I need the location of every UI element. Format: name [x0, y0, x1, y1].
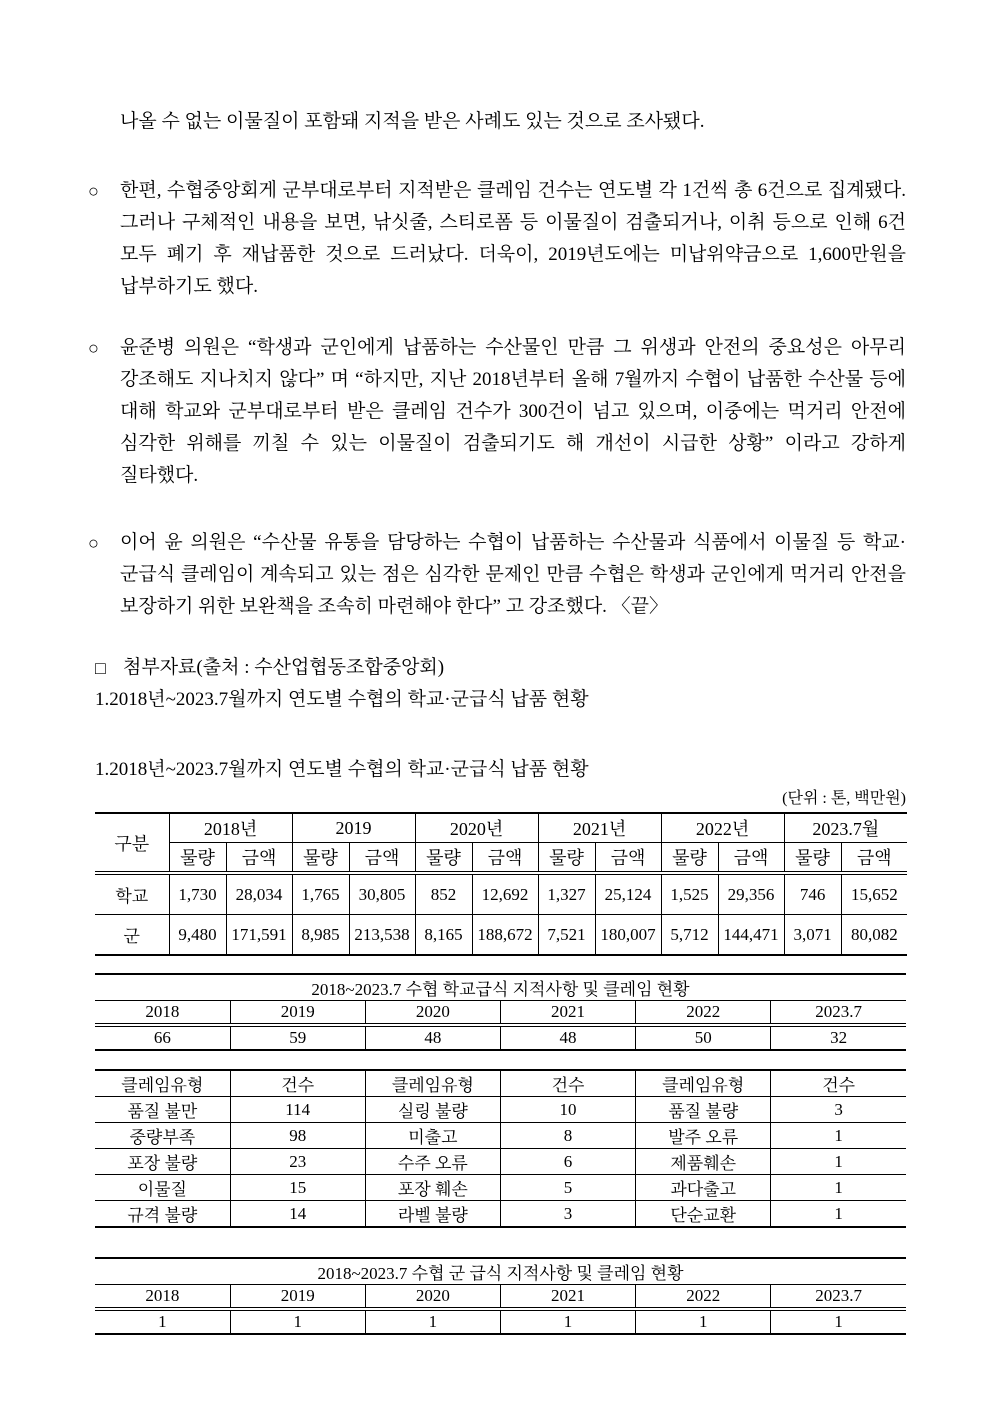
value-cell: 5,712	[661, 915, 718, 956]
body-paragraph	[88, 332, 906, 492]
table-row	[95, 1001, 906, 1026]
sub-header-cell: 물량	[784, 843, 841, 874]
table-row	[95, 1175, 906, 1201]
sub-header-cell: 물량	[538, 843, 595, 874]
table-title-row	[95, 974, 906, 1001]
year-header-cell: 2019	[230, 1001, 365, 1026]
claim-type-cell: 라벨 불량	[365, 1201, 500, 1228]
value-cell: 15,652	[841, 873, 907, 915]
paragraph-text: 한편, 수협중앙회게 군부대로부터 지적받은 클레임 건수는 연도별 각 1건씩 총 6건으로 집계됐다. 그러나 구체적인 내용을 보면, 낚싯줄, 스티로폼 등 이물질이 검출되거나, 이취 등으로 인해 6건 모두 폐기 후 재납품한 것으로 드러났다. 더욱이, 2019년도에는 미납위약금으로 1,600만원을 납부하기도 했다.	[120, 180, 906, 297]
sub-header-cell: 금액	[595, 843, 661, 874]
column-header: 클레임유형	[95, 1070, 230, 1097]
value-cell: 7,521	[538, 915, 595, 956]
value-cell: 213,538	[349, 915, 415, 956]
value-cell: 48	[365, 1025, 500, 1050]
value-cell: 1	[771, 1309, 906, 1334]
column-header: 건수	[230, 1070, 365, 1097]
count-cell: 1	[771, 1175, 906, 1201]
row-label-cell: 학교	[95, 873, 169, 915]
count-cell: 6	[500, 1149, 635, 1175]
table-row	[95, 1309, 906, 1334]
claim-type-cell: 실링 불량	[365, 1097, 500, 1123]
year-header-cell: 2022	[636, 1001, 771, 1026]
value-cell: 29,356	[718, 873, 784, 915]
school-claims-table	[95, 973, 906, 1051]
paragraph-text: 나올 수 없는 이물질이 포함돼 지적을 받은 사례도 있는 것으로 조사됐다.	[120, 111, 705, 132]
count-cell: 114	[230, 1097, 365, 1123]
year-header-cell: 2018	[95, 1001, 230, 1026]
count-cell: 10	[500, 1097, 635, 1123]
claim-type-cell: 제품훼손	[636, 1149, 771, 1175]
value-cell: 32	[771, 1025, 906, 1050]
sub-header-cell: 금액	[841, 843, 907, 874]
year-header-cell: 2018	[95, 1285, 230, 1310]
sub-header-cell: 물량	[292, 843, 349, 874]
value-cell: 1,730	[169, 873, 226, 915]
count-cell: 1	[771, 1201, 906, 1228]
year-header-cell: 2022	[636, 1285, 771, 1310]
corner-header-cell: 구분	[95, 813, 169, 873]
value-cell: 50	[636, 1025, 771, 1050]
year-header-cell: 2021년	[538, 813, 661, 843]
unit-note: (단위 : 톤, 백만원)	[782, 790, 906, 807]
attachment-line	[95, 652, 906, 684]
count-cell: 1	[771, 1149, 906, 1175]
count-cell: 1	[771, 1123, 906, 1149]
military-claims-table	[95, 1257, 906, 1335]
value-cell: 188,672	[472, 915, 538, 956]
value-cell: 1	[95, 1309, 230, 1334]
table-row	[95, 1201, 906, 1228]
sub-header-cell: 물량	[661, 843, 718, 874]
year-header-cell: 2023.7	[771, 1285, 906, 1310]
value-cell: 3,071	[784, 915, 841, 956]
claim-type-cell: 이물질	[95, 1175, 230, 1201]
claim-type-cell: 단순교환	[636, 1201, 771, 1228]
attachment-text: 첨부자료(출처 : 수산업협동조합중앙회)	[123, 657, 445, 678]
value-cell: 80,082	[841, 915, 907, 956]
value-cell: 1	[636, 1309, 771, 1334]
sub-header-cell: 금액	[226, 843, 292, 874]
table-row	[95, 1123, 906, 1149]
year-header-cell: 2019	[292, 813, 415, 843]
table-header-row	[95, 1070, 906, 1097]
value-cell: 1,525	[661, 873, 718, 915]
circle-bullet-icon: ○	[88, 533, 99, 553]
table-section-title: 1.2018년~2023.7월까지 연도별 수협의 학교·군급식 납품 현황	[95, 759, 589, 780]
year-header-cell: 2023.7월	[784, 813, 907, 843]
sub-header-cell: 물량	[415, 843, 472, 874]
count-cell: 3	[771, 1097, 906, 1123]
value-cell: 852	[415, 873, 472, 915]
count-cell: 15	[230, 1175, 365, 1201]
value-cell: 25,124	[595, 873, 661, 915]
claim-type-cell: 규격 불량	[95, 1201, 230, 1228]
count-cell: 3	[500, 1201, 635, 1228]
count-cell: 14	[230, 1201, 365, 1228]
circle-bullet-icon: ○	[88, 181, 99, 201]
claim-type-cell: 미출고	[365, 1123, 500, 1149]
column-header: 클레임유형	[636, 1070, 771, 1097]
paragraph-text: 윤준병 의원은 “학생과 군인에게 납품하는 수산물인 만큼 그 위생과 안전의 중요성은 아무리 강조해도 지나치지 않다” 며 “하지만, 지난 2018년부터 올해 7월까지 수협이 납품한 수산물 등에 대해 학교와 군부대로부터 받은 클레임 건수가 300건이 넘고 있으며, 이중에는 먹거리 안전에 심각한 위해를 끼칠 수 있는 이물질이 검출되기도 해 개선이 시급한 상황” 이라고 강하게 질타했다.	[120, 337, 906, 486]
table-row	[95, 1149, 906, 1175]
value-cell: 171,591	[226, 915, 292, 956]
value-cell: 1,765	[292, 873, 349, 915]
value-cell: 8,165	[415, 915, 472, 956]
year-header-cell: 2020	[365, 1001, 500, 1026]
column-header: 건수	[771, 1070, 906, 1097]
count-cell: 98	[230, 1123, 365, 1149]
body-paragraph	[95, 106, 906, 138]
year-header-cell: 2020	[365, 1285, 500, 1310]
claim-type-cell: 중량부족	[95, 1123, 230, 1149]
value-cell: 746	[784, 873, 841, 915]
claim-type-cell: 과다출고	[636, 1175, 771, 1201]
value-cell: 9,480	[169, 915, 226, 956]
claim-type-cell: 포장 불량	[95, 1149, 230, 1175]
value-cell: 180,007	[595, 915, 661, 956]
table-title: 2018~2023.7 수협 군 급식 지적사항 및 클레임 현황	[95, 1258, 906, 1285]
body-paragraph	[88, 527, 906, 623]
count-cell: 8	[500, 1123, 635, 1149]
year-header-cell: 2021	[500, 1285, 635, 1310]
circle-bullet-icon: ○	[88, 338, 99, 358]
count-cell: 5	[500, 1175, 635, 1201]
table-row	[95, 1097, 906, 1123]
value-cell: 28,034	[226, 873, 292, 915]
value-cell: 30,805	[349, 873, 415, 915]
supply-table	[95, 812, 907, 956]
column-header: 클레임유형	[365, 1070, 500, 1097]
value-cell: 144,471	[718, 915, 784, 956]
sub-header-cell: 금액	[472, 843, 538, 874]
value-cell: 12,692	[472, 873, 538, 915]
year-header-cell: 2018년	[169, 813, 292, 843]
sub-header-cell: 물량	[169, 843, 226, 874]
claim-type-cell: 수주 오류	[365, 1149, 500, 1175]
count-cell: 23	[230, 1149, 365, 1175]
table-title-row	[95, 1258, 906, 1285]
value-cell: 1	[230, 1309, 365, 1334]
year-header-cell: 2019	[230, 1285, 365, 1310]
table-row	[95, 915, 907, 956]
year-header-cell: 2020년	[415, 813, 538, 843]
value-cell: 48	[500, 1025, 635, 1050]
sub-header-cell: 금액	[718, 843, 784, 874]
value-cell: 1	[500, 1309, 635, 1334]
table-row	[95, 873, 907, 915]
attachment-list-title: 1.2018년~2023.7월까지 연도별 수협의 학교·군급식 납품 현황	[95, 689, 589, 710]
claim-type-cell: 품질 불량	[636, 1097, 771, 1123]
claim-type-cell: 포장 훼손	[365, 1175, 500, 1201]
table-row	[95, 1285, 906, 1310]
claim-types-table	[95, 1069, 906, 1228]
value-cell: 66	[95, 1025, 230, 1050]
column-header: 건수	[500, 1070, 635, 1097]
paragraph-text: 이어 윤 의원은 “수산물 유통을 담당하는 수협이 납품하는 수산물과 식품에서 이물질 등 학교·군급식 클레임이 계속되고 있는 점은 심각한 문제인 만큼 수협은 학생과 군인에게 먹거리 안전을 보장하기 위한 보완책을 조속히 마련해야 한다” 고 강조했다. 〈끝〉	[120, 532, 906, 617]
year-header-cell: 2022년	[661, 813, 784, 843]
table-title: 2018~2023.7 수협 학교급식 지적사항 및 클레임 현황	[95, 974, 906, 1001]
value-cell: 8,985	[292, 915, 349, 956]
value-cell: 1	[365, 1309, 500, 1334]
square-bullet-icon: □	[95, 658, 106, 678]
sub-header-cell: 금액	[349, 843, 415, 874]
row-label-cell: 군	[95, 915, 169, 956]
year-header-cell: 2023.7	[771, 1001, 906, 1026]
table-row	[95, 1025, 906, 1050]
body-paragraph	[88, 175, 906, 303]
value-cell: 59	[230, 1025, 365, 1050]
claim-type-cell: 품질 불만	[95, 1097, 230, 1123]
value-cell: 1,327	[538, 873, 595, 915]
year-header-cell: 2021	[500, 1001, 635, 1026]
claim-type-cell: 발주 오류	[636, 1123, 771, 1149]
